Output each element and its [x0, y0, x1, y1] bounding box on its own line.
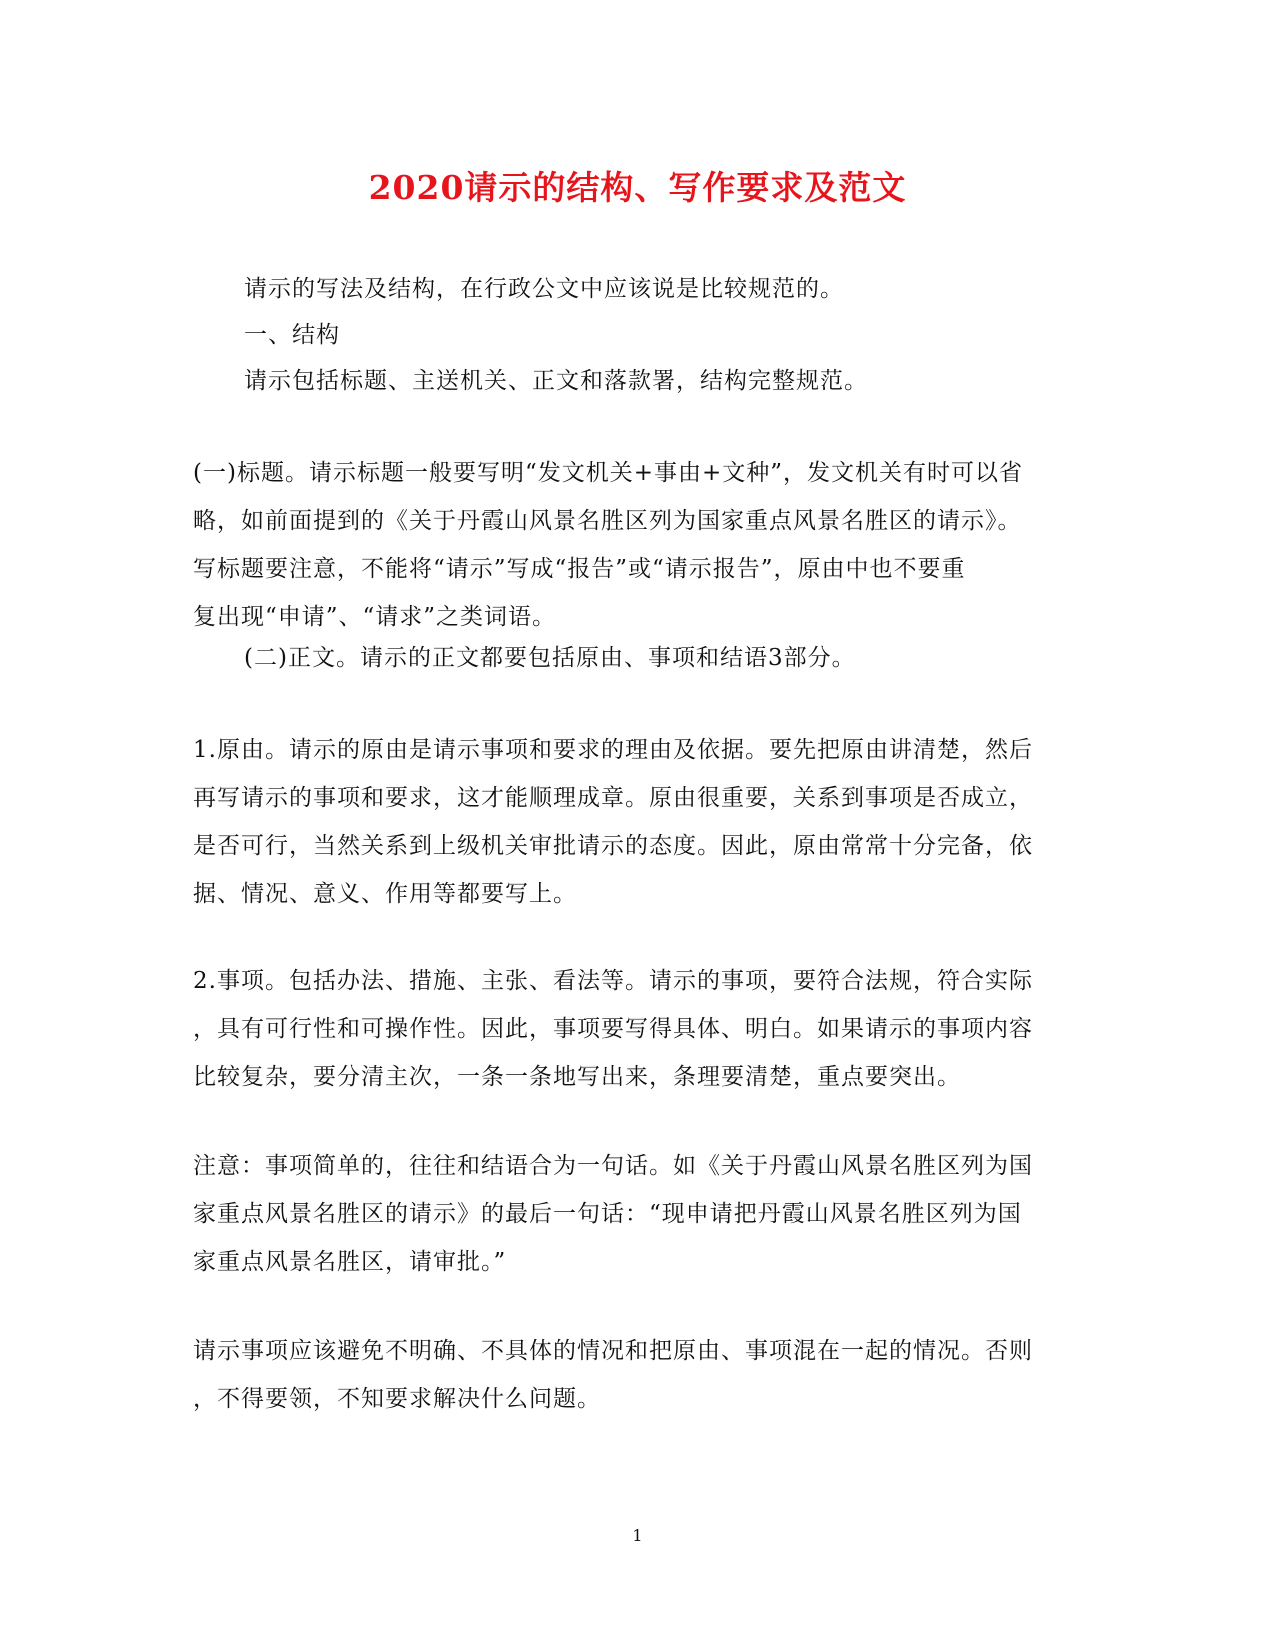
paragraph-line: 注意：事项简单的，往往和结语合为一句话。如《关于丹霞山风景名胜区列为国 [193, 1153, 1033, 1179]
paragraph-intro [244, 265, 1134, 313]
paragraph-line: 请示包括标题、主送机关、正文和落款署，结构完整规范。 [244, 368, 868, 394]
paragraph-line: (一)标题。请示标题一般要写明“发文机关+事由+文种”，发文机关有时可以省 [193, 460, 1024, 486]
paragraph-matters [193, 957, 1083, 1101]
document-title: 2020请示的结构、写作要求及范文 [368, 168, 907, 207]
paragraph-line: 是否可行，当然关系到上级机关审批请示的态度。因此，原由常常十分完备，依 [193, 833, 1033, 859]
paragraph-line: 请示事项应该避免不明确、不具体的情况和把原由、事项混在一起的情况。否则 [193, 1338, 1033, 1364]
paragraph-line: 据、情况、意义、作用等都要写上。 [193, 881, 577, 907]
paragraph-line: ，具有可行性和可操作性。因此，事项要写得具体、明白。如果请示的事项内容 [193, 1016, 1033, 1042]
paragraph-reason [193, 726, 1083, 918]
paragraph-line: 一、结构 [244, 322, 340, 348]
paragraph-line: 再写请示的事项和要求，这才能顺理成章。原由很重要，关系到事项是否成立， [193, 785, 1033, 811]
paragraph-body-section [244, 634, 1134, 682]
paragraph-line: 略，如前面提到的《关于丹霞山风景名胜区列为国家重点风景名胜区的请示》。 [193, 508, 1022, 534]
paragraph-line: 家重点风景名胜区的请示》的最后一句话：“现申请把丹霞山风景名胜区列为国 [193, 1201, 1022, 1227]
paragraph-line: 2.事项。包括办法、措施、主张、看法等。请示的事项，要符合法规，符合实际 [193, 968, 1033, 994]
page-number: 1 [632, 1526, 643, 1545]
paragraph-note [193, 1142, 1083, 1286]
paragraph-line: 家重点风景名胜区，请审批。” [193, 1249, 507, 1275]
paragraph-line: 写标题要注意，不能将“请示”写成“报告”或“请示报告”，原由中也不要重 [193, 556, 966, 582]
paragraph-line: 1.原由。请示的原由是请示事项和要求的理由及依据。要先把原由讲清楚，然后 [193, 737, 1033, 763]
paragraph-line: 复出现“申请”、“请求”之类词语。 [193, 604, 557, 630]
paragraph-title-section [193, 449, 1083, 641]
paragraph-line: 请示的写法及结构，在行政公文中应该说是比较规范的。 [244, 276, 844, 302]
paragraph-line: ，不得要领，不知要求解决什么问题。 [193, 1386, 601, 1412]
paragraph-line: (二)正文。请示的正文都要包括原由、事项和结语3部分。 [244, 645, 856, 671]
paragraph-line: 比较复杂，要分清主次，一条一条地写出来，条理要清楚，重点要突出。 [193, 1064, 961, 1090]
section-heading-structure [244, 311, 1134, 359]
paragraph-structure-components [244, 357, 1134, 405]
paragraph-avoid [193, 1327, 1083, 1423]
